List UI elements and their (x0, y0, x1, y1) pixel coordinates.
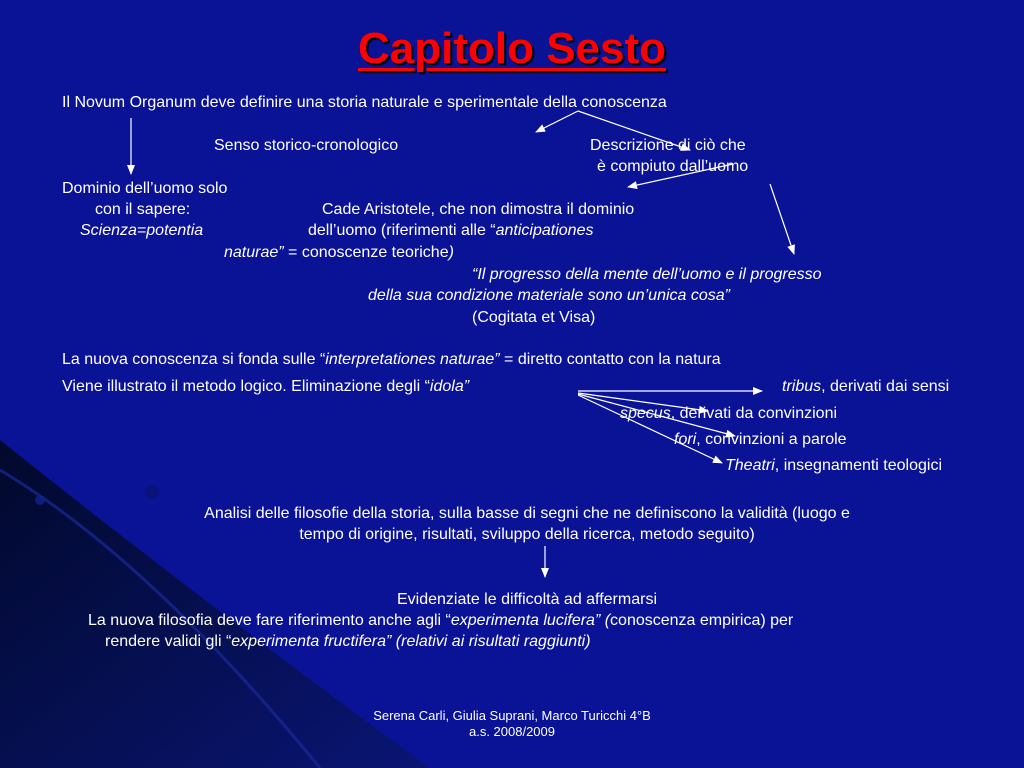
descrizione-line-1: Descrizione di ciò che (590, 137, 746, 154)
idola-specus: specus, derivati da convinzioni (620, 405, 838, 422)
idola-tribus: tribus, derivati dai sensi (782, 378, 950, 395)
arrow-to-theatri (578, 395, 722, 463)
descrizione-line-2: è compiuto dall’uomo (597, 158, 749, 175)
arrow-to-specus (578, 393, 708, 411)
analisi-line-2: tempo di origine, risultati, sviluppo della ricerca, metodo seguito) (299, 526, 755, 543)
quote-line-1: “Il progresso della mente dell’uomo e il progresso (472, 266, 822, 283)
cade-line-1: Cade Aristotele, che non dimostra il dominio (322, 201, 635, 218)
cade-line-2: dell’uomo (riferimenti alle “anticipationes (308, 222, 594, 239)
page-title: Capitolo Sesto (357, 24, 667, 73)
arrow-to-quote (770, 184, 794, 254)
filosofia-line-1: La nuova filosofia deve fare riferimento anche agli “experimenta lucifera” (conoscenza empirica) per (88, 612, 794, 629)
arrow-to-cade (628, 164, 733, 187)
analisi-line-1: Analisi delle filosofie della storia, sulla basse di segni che ne definiscono la validità (luogo e (204, 505, 850, 522)
intro-text: Il Novum Organum deve definire una storia naturale e sperimentale della conoscenza (62, 94, 667, 111)
footer-authors: Serena Carli, Giulia Suprani, Marco Turicchi 4°B (373, 708, 651, 723)
metodo-text: Viene illustrato il metodo logico. Eliminazione degli “idola” (62, 378, 470, 395)
quote-line-2: della sua condizione materiale sono un’unica cosa” (368, 287, 730, 304)
filosofia-line-2: rendere validi gli “experimenta fructifera” (relativi ai risultati raggiunti) (105, 633, 591, 650)
footer-year: a.s. 2008/2009 (468, 724, 556, 739)
senso-text: Senso storico-cronologico (214, 137, 399, 154)
scienza-text: Scienza=potentia (80, 222, 204, 239)
dominio-line-2: con il sapere: (95, 201, 191, 218)
arrow-to-descrizione (578, 111, 690, 150)
quote-source: (Cogitata et Visa) (472, 309, 596, 326)
arrow-to-fori (578, 394, 735, 436)
arrow-to-senso (536, 111, 578, 132)
evidenziate-text: Evidenziate le difficoltà ad affermarsi (397, 591, 657, 608)
nuova-conoscenza-text: La nuova conoscenza si fonda sulle “interpretationes naturae” = diretto contatto con la natura (62, 351, 721, 368)
idola-theatri: Theatri, insegnamenti teologici (725, 457, 943, 474)
cade-line-3: naturae” = conoscenze teoriche) (224, 244, 454, 261)
dominio-line-1: Dominio dell’uomo solo (62, 180, 228, 197)
idola-fori: fori, convinzioni a parole (674, 431, 847, 448)
